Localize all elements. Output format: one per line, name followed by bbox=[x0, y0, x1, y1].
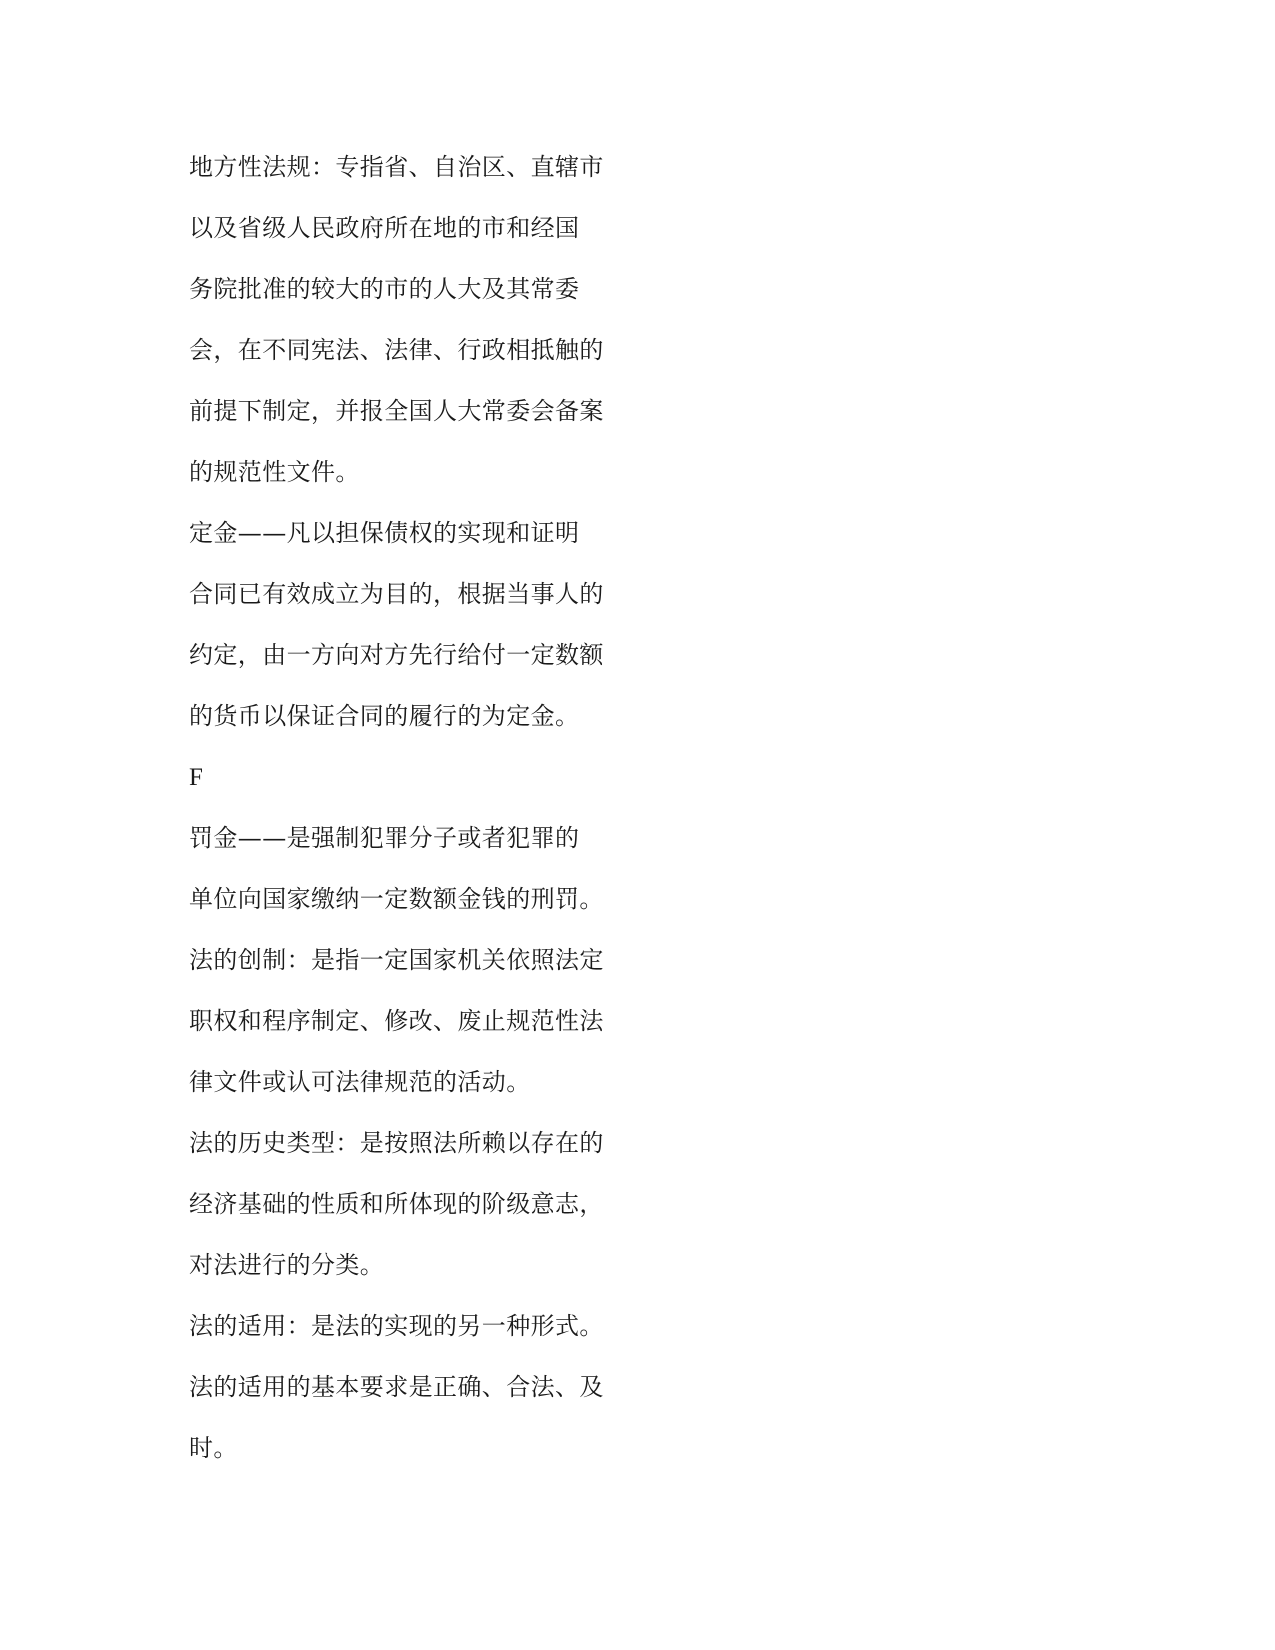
text-line: 法的适用的基本要求是正确、合法、及 bbox=[189, 1373, 604, 1401]
text-line: 法的适用：是法的实现的另一种形式。 bbox=[189, 1312, 604, 1340]
text-line: 定金——凡以担保债权的实现和证明 bbox=[189, 519, 580, 547]
text-line: 律文件或认可法律规范的活动。 bbox=[189, 1068, 531, 1096]
text-line: 地方性法规：专指省、自治区、直辖市 bbox=[189, 153, 604, 181]
section-letter-heading: F bbox=[189, 764, 204, 791]
document-body bbox=[189, 137, 649, 1479]
text-line: 的规范性文件。 bbox=[189, 458, 360, 486]
text-line: 职权和程序制定、修改、废止规范性法 bbox=[189, 1007, 604, 1035]
text-line: 务院批准的较大的市的人大及其常委 bbox=[189, 275, 580, 303]
text-line: 对法进行的分类。 bbox=[189, 1251, 385, 1279]
text-line: 前提下制定，并报全国人大常委会备案 bbox=[189, 397, 604, 425]
text-line: 时。 bbox=[189, 1434, 238, 1462]
text-line: 法的历史类型：是按照法所赖以存在的 bbox=[189, 1129, 604, 1157]
text-line: 单位向国家缴纳一定数额金钱的刑罚。 bbox=[189, 885, 604, 913]
text-line: 会，在不同宪法、法律、行政相抵触的 bbox=[189, 336, 604, 364]
text-line: 罚金——是强制犯罪分子或者犯罪的 bbox=[189, 824, 580, 852]
text-line: 法的创制：是指一定国家机关依照法定 bbox=[189, 946, 604, 974]
text-line: 合同已有效成立为目的，根据当事人的 bbox=[189, 580, 604, 608]
text-line: 经济基础的性质和所体现的阶级意志， bbox=[189, 1190, 604, 1218]
text-line: 约定，由一方向对方先行给付一定数额 bbox=[189, 641, 604, 669]
text-line: 以及省级人民政府所在地的市和经国 bbox=[189, 214, 580, 242]
text-line: 的货币以保证合同的履行的为定金。 bbox=[189, 702, 580, 730]
